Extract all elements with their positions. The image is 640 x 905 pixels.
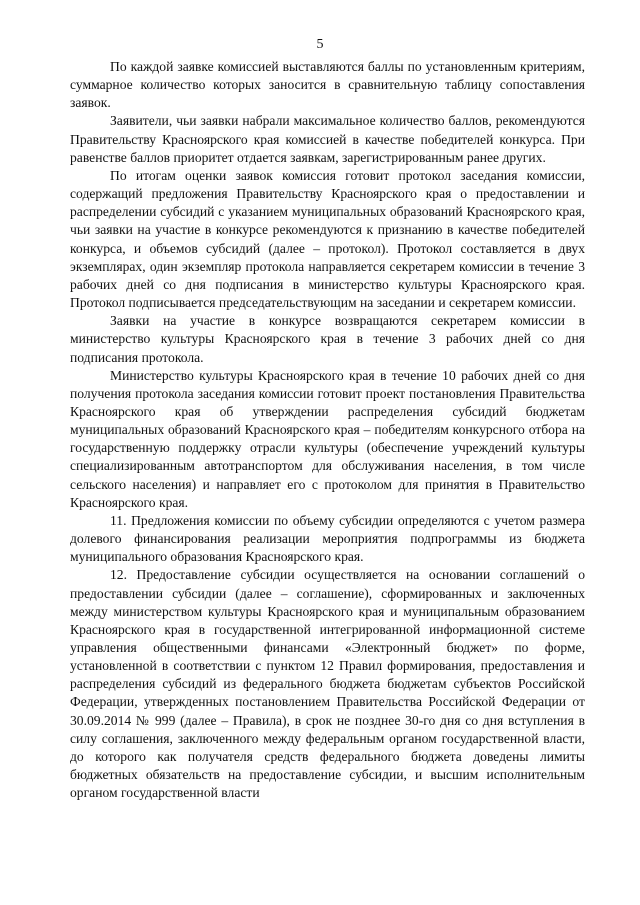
paragraph-scoring: По каждой заявке комиссией выставляются баллы по установленным критериям, суммарное количество которых заносится в сравнительную таблицу сопоставления заявок. — [70, 59, 585, 111]
paragraph-item-12: 12. Предоставление субсидии осуществляется на основании соглашений о предоставлении субсидии (далее – соглашение), сформированных и заключенных между министерством культуры Красноярского края и муниципальным образованием Красноярского края в государственной интегрированной информационной системе управления общественными финансами «Электронный бюджет» по форме, установленной в соответствии с пунктом 12 Правил формирования, предоставления и распределения субсидий из федерального бюджета бюджетам субъектов Российской Федерации, утвержденных постановлением Правительства Российской Федерации от 30.09.2014 № 999 (далее – Правила), в срок не позднее 30-го дня со дня вступления в силу соглашения, заключенного между федеральным органом государственной власти, до которого как получателя средств федерального бюджета доведены лимиты бюджетных обязательств на предоставление субсидии, и высшим исполнительным органом государственной власти — [70, 567, 585, 801]
paragraph-item-11: 11. Предложения комиссии по объему субсидии определяются с учетом размера долевого финансирования реализации мероприятия подпрограммы из бюджета муниципального образования Красноярского края. — [70, 512, 585, 565]
paragraph-protocol: По итогам оценки заявок комиссия готовит протокол заседания комиссии, содержащий предложения Правительству Красноярского края о предоставлении и распределении субсидий с указанием муниципальных образований Красноярского края, чьи заявки на участие в конкурсе рекомендуются к признанию в качестве победителей конкурса, и объемов субсидий (далее – протокол). Протокол составляется в двух экземплярах, один экземпляр протокола направляется секретарем комиссии в течение 3 рабочих дней со дня подписания в министерство культуры Красноярского края. Протокол подписывается председательствующим на заседании и секретарем комиссии. — [70, 167, 585, 311]
page-number: 5 — [316, 37, 324, 52]
paragraph-ministry-resolution: Министерство культуры Красноярского края в течение 10 рабочих дней со дня получения протокола заседания комиссии готовит проект постановления Правительства Красноярского края об утверждении распределения субсидий бюджетам муниципальных образований Красноярского края – победителям конкурсного отбора на государственную поддержку отрасли культуры (обеспечение учреждений культуры специализированным автотранспортом для обслуживания населения, в том числе сельского населения) и направляет его с протоколом для принятия в Правительство Красноярского края. — [70, 367, 585, 510]
document-body — [70, 58, 585, 802]
paragraph-applications-return: Заявки на участие в конкурсе возвращаются секретарем комиссии в министерство культуры Красноярского края в течение 3 рабочих дней со дня подписания протокола. — [70, 313, 585, 365]
paragraph-winners: Заявители, чьи заявки набрали максимальное количество баллов, рекомендуются Правительству Красноярского края комиссией в качестве победителей конкурса. При равенстве баллов приоритет отдается заявкам, зарегистрированным ранее других. — [70, 113, 585, 165]
